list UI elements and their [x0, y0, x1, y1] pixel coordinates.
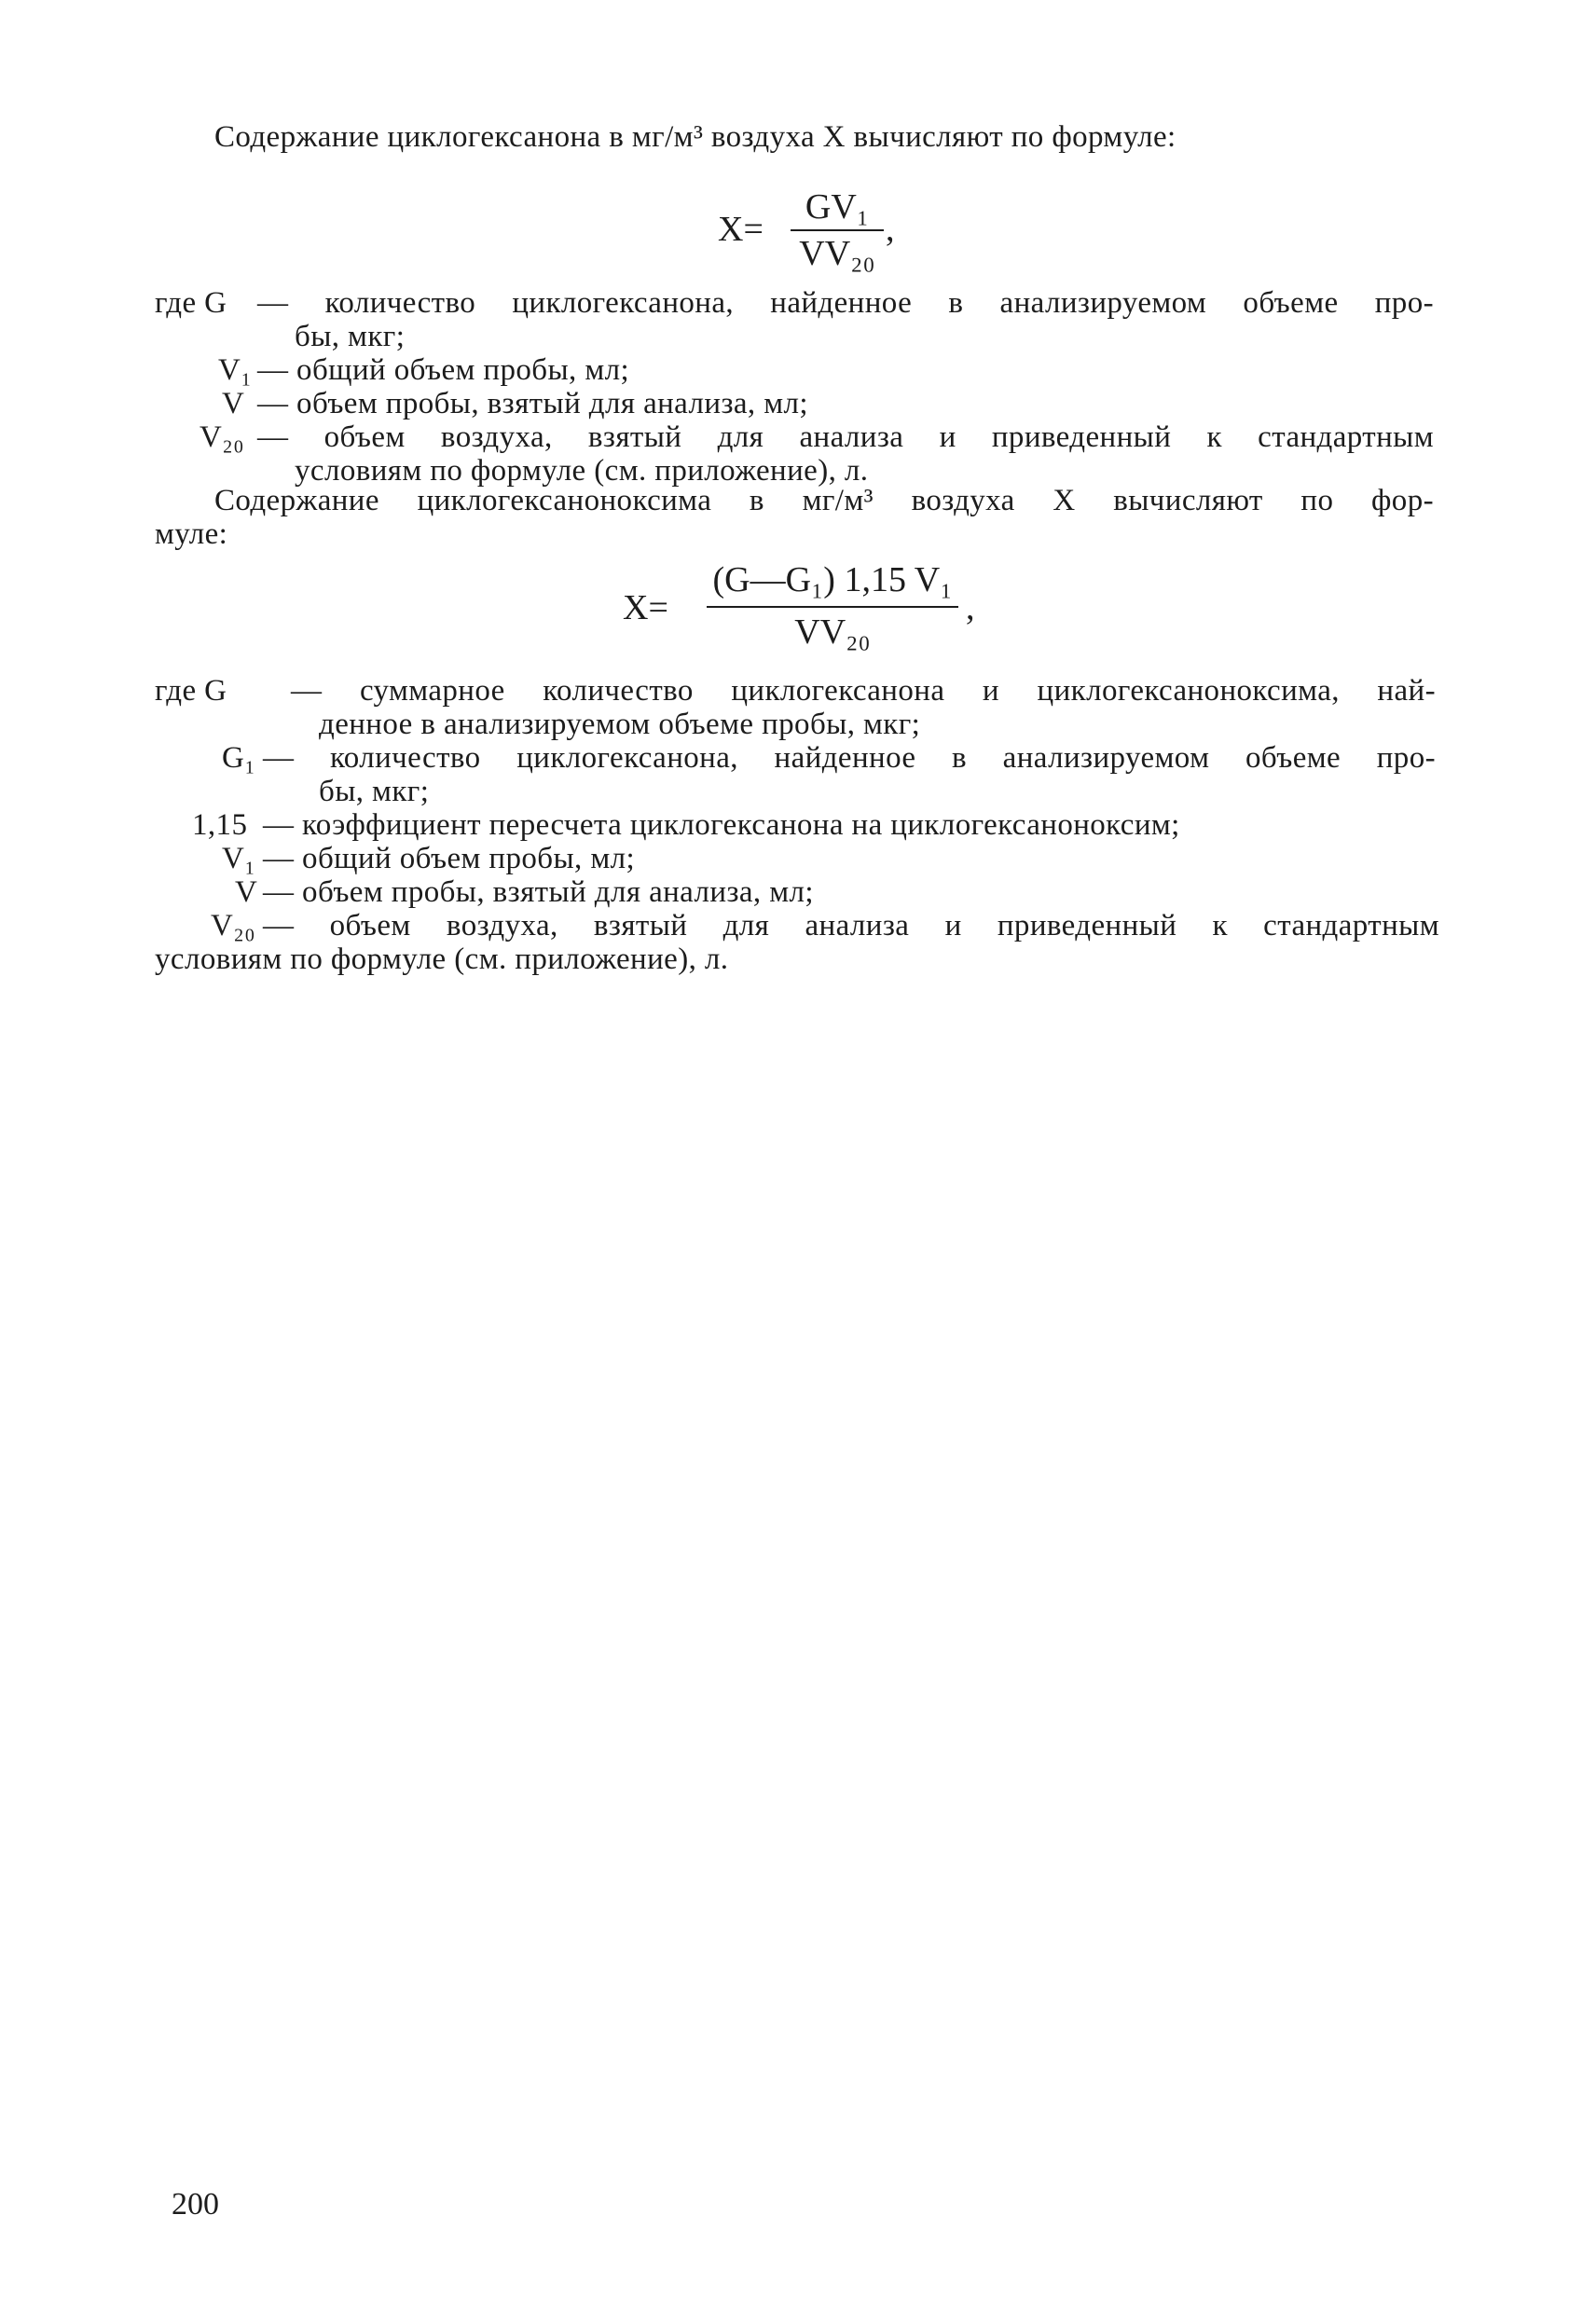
paragraph-cyclohexanone-intro: Содержание циклогексанона в мг/м³ воздуха X вычисляют по формуле: — [214, 120, 1176, 154]
legend-term: V₂₀ — [211, 909, 256, 942]
legend-term: 1,15 — [192, 808, 248, 842]
page-number: 200 — [172, 2187, 219, 2222]
formula-comma: , — [966, 588, 975, 627]
legend-term: G₁ — [222, 741, 256, 775]
formula-lhs: X= — [623, 588, 668, 627]
legend-term: V₁ — [222, 842, 256, 875]
legend-term: V₁ — [218, 353, 253, 387]
fraction-bar — [791, 229, 884, 231]
legend-text: — общий объем пробы, мл; — [263, 842, 636, 875]
legend-text: — общий объем пробы, мл; — [257, 353, 630, 387]
legend-text: — объем воздуха, взятый для анализа и приведенный к стандартным — [257, 420, 1434, 454]
legend-term: V — [235, 875, 258, 909]
legend-text: — коэффициент пересчета циклогексанона на циклогексаноноксим; — [263, 808, 1180, 842]
fraction-bar — [707, 606, 958, 608]
formula-denominator: VV₂₀ — [794, 612, 871, 652]
legend-term: где G — [155, 286, 227, 320]
legend-text: — объем воздуха, взятый для анализа и приведенный к стандартным — [263, 909, 1439, 942]
legend-text: — количество циклогексанона, найденное в анализируемом объеме про- — [263, 741, 1436, 775]
legend-text-cont: денное в анализируемом объеме пробы, мкг; — [319, 708, 921, 741]
paragraph-oxime-intro-cont: муле: — [155, 517, 228, 551]
formula-lhs: X= — [718, 210, 764, 249]
legend-text: — объем пробы, взятый для анализа, мл; — [257, 387, 808, 420]
formula-comma: , — [886, 210, 895, 249]
formula-numerator: GV₁ — [805, 187, 870, 227]
paragraph-oxime-intro: Содержание циклогексаноноксима в мг/м³ воздуха X вычисляют по фор- — [214, 484, 1434, 517]
legend-term: V₂₀ — [200, 420, 245, 454]
legend-text: — количество циклогексанона, найденное в анализируемом объеме про- — [257, 286, 1434, 320]
legend-text-cont: условиям по формуле (см. приложение), л. — [295, 454, 869, 488]
legend-text: — объем пробы, взятый для анализа, мл; — [263, 875, 814, 909]
legend-text-cont: условиям по формуле (см. приложение), л. — [155, 942, 729, 976]
legend-text: — суммарное количество циклогексанона и циклогексаноноксима, най- — [291, 674, 1436, 708]
formula-cyclohexanone-oxime — [623, 559, 1014, 662]
formula-denominator: VV₂₀ — [799, 234, 875, 273]
legend-text-cont: бы, мкг; — [295, 320, 406, 353]
legend-text-cont: бы, мкг; — [319, 775, 430, 808]
legend-term: V — [222, 387, 245, 420]
formula-numerator: (G—G₁) 1,15 V₁ — [712, 560, 953, 599]
formula-cyclohexanone — [718, 186, 960, 280]
legend-term: где G — [155, 674, 227, 708]
